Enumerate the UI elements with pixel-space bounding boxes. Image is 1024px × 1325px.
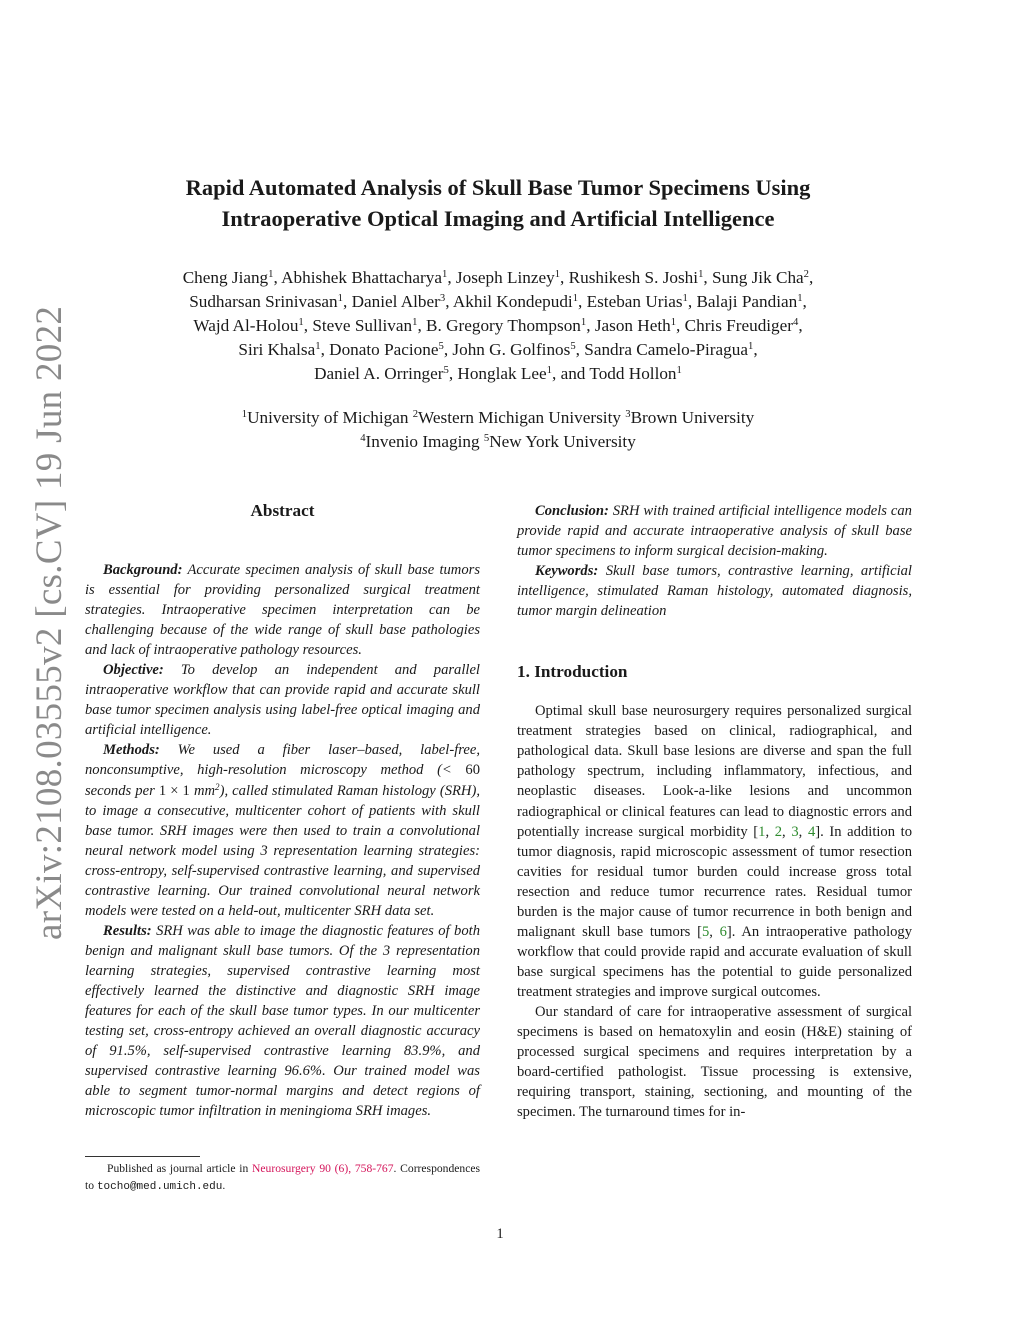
author-affiliation-mark: 1: [676, 365, 682, 377]
author-name: Steve Sullivan: [312, 316, 413, 335]
conclusion-text: SRH with trained artificial intelligence models can provide rapid and accurate intraoperative analysis of skull base tumor specimens to inform surgical decision-making.: [517, 503, 912, 560]
author-name: John G. Golfinos: [452, 340, 571, 359]
author-name: Rushikesh S. Joshi: [568, 268, 699, 287]
author-name: B. Gregory Thompson: [426, 316, 581, 335]
abstract-heading: Abstract: [250, 501, 315, 520]
abstract-background: [85, 560, 480, 660]
author-affiliation-mark: 1: [337, 293, 343, 305]
methods-text: ), called stimulated Raman histology (SRH), to image a consecutive, multicenter cohort of patients with skull base tumor. SRH images were then used to train a convolutional neural network model using 3 representation learning strategies: cross-entropy, self-supervised contrastive learning, and supervised contrastive learning. Our trained convolutional neural network models were tested on a held-out, multicenter SRH data set.: [85, 782, 480, 919]
affiliations: [100, 406, 896, 454]
footnote-rule: [85, 1156, 200, 1157]
author-name: Sandra Camelo-Piragua: [584, 340, 748, 359]
footnote-suffix: .: [222, 1179, 226, 1192]
intro-text: Optimal skull base neurosurgery requires personalized surgical treatment strategies based on clinical, radiographical, and pathological data. Skull base lesions are diverse and span the full pathology spectrum, including inflammatory, infectious, and neoplastic diseases. Look-a-like lesions and uncommon radiographical or clinical features can lead to diagnostic errors and potentially increase surgical morbidity [: [517, 703, 912, 840]
affiliation-mark: 5: [483, 433, 490, 445]
author-affiliation-mark: 1: [797, 293, 803, 305]
author-affiliation-mark: 2: [803, 269, 809, 281]
methods-dimension: 1 × 1: [158, 782, 190, 799]
author-name: Sudharsan Srinivasan: [189, 292, 338, 311]
abstract-results: [85, 921, 480, 1121]
author-affiliation-mark: 1: [268, 269, 274, 281]
affiliation-mark: 2: [412, 409, 419, 421]
affiliation-name: Invenio Imaging: [365, 432, 480, 451]
citation-link[interactable]: 5: [701, 923, 710, 940]
results-text: SRH was able to image the diagnostic features of both benign and malignant skull base tumors. Of the 3 representation learning strategies, supervised contrastive learning most effectively learned the distinctive and diagnostic SRH image features for each of the skull base tumor types. In our multicenter testing set, cross-entropy achieved an overall diagnostic accuracy of 91.5%, self-supervised contrastive learning 83.9%, and supervised contrastive learning 96.6%. Our trained model was able to segment tumor-normal margins and detect regions of microscopic tumor infiltration in meningioma SRH images.: [85, 922, 480, 1120]
author-list: [100, 266, 896, 386]
author-line: Daniel A. Orringer$^5$, Honglak Lee$^1$, and Todd Hollon$^1$: [314, 364, 682, 383]
author-line: Wajd Al-Holou$^1$, Steve Sullivan$^1$, B. Gregory Thompson$^1$, Jason Heth$^1$, Chris Freudiger$^4$,: [193, 316, 803, 335]
author-name: Donato Pacione: [329, 340, 439, 359]
author-name: Chris Freudiger: [684, 316, 794, 335]
title-line-2: Intraoperative Optical Imaging and Artificial Intelligence: [221, 206, 775, 231]
keywords-label: Keywords:: [535, 563, 599, 580]
author-affiliation-mark: 1: [572, 293, 579, 305]
author-name: Daniel A. Orringer: [314, 364, 444, 383]
author-conjunction: and: [560, 364, 586, 383]
methods-label: Methods:: [103, 742, 160, 759]
left-column: [85, 500, 480, 1121]
affiliation-line: [100, 406, 896, 430]
author-affiliation-mark: 1: [315, 341, 321, 353]
section-heading-introduction: 1. Introduction: [517, 662, 628, 682]
correspondence-email[interactable]: tocho@med.umich.edu: [96, 1181, 223, 1193]
intro-text: ]. In addition to tumor diagnosis, rapid microscopic assessment of tumor resection cavities for residual tumor burden could increase gross total resection and reduce tumor recurrence rates. Residual tumor burden is the major cause of tumor recurrence in both benign and malignant skull base tumors [: [517, 823, 913, 940]
arxiv-identifier: arXiv:2108.03555v2 [cs.CV] 19 Jun 2022: [29, 305, 70, 940]
author-line: Siri Khalsa$^1$, Donato Pacione$^5$, John G. Golfinos$^5$, Sandra Camelo-Piragua$^1$,: [238, 340, 758, 359]
intro-paragraph-2: Our standard of care for intraoperative assessment of surgical specimens is based on hematoxylin and eosin (H&E) staining of processed surgical specimens and requires interpretation by a board-certified pathologist. Tissue processing is extensive, requiring transport, staining, sectioning, and mounting of the specimen. The turnaround times for in-: [517, 1003, 912, 1121]
methods-number: 60: [465, 762, 481, 779]
author-affiliation-mark: 1: [670, 317, 677, 329]
author-line: Sudharsan Srinivasan$^1$, Daniel Alber$^3$, Akhil Kondepudi$^1$, Esteban Urias$^1$, Balaji Pandian$^1$,: [189, 292, 807, 311]
title-line-1: Rapid Automated Analysis of Skull Base Tumor Specimens Using: [185, 175, 811, 200]
footnote: [85, 1160, 480, 1196]
affiliation-mark: 4: [360, 433, 366, 445]
citation-link[interactable]: 6: [719, 923, 727, 940]
background-label: Background:: [103, 562, 183, 578]
author-name: Balaji Pandian: [696, 292, 798, 311]
author-name: Wajd Al-Holou: [193, 316, 299, 335]
methods-unit-exponent: 2: [215, 781, 220, 792]
author-affiliation-mark: 4: [793, 317, 799, 329]
author-affiliation-mark: 5: [443, 365, 449, 377]
author-name: Akhil Kondepudi: [452, 292, 573, 311]
methods-text: We used a fiber laser–based, label-free, nonconsumptive, high-resolution microscopy method (<: [85, 742, 480, 779]
author-affiliation-mark: 1: [747, 341, 754, 353]
author-affiliation-mark: 1: [580, 317, 587, 329]
author-name: Joseph Linzey: [455, 268, 555, 287]
citation-link[interactable]: 4: [807, 823, 816, 840]
paper-title: [100, 172, 896, 234]
author-affiliation-mark: 1: [698, 269, 704, 281]
author-name: Abhishek Bhattacharya: [281, 268, 442, 287]
results-label: Results:: [103, 922, 152, 939]
abstract-methods: [85, 740, 480, 920]
affiliation-mark: 1: [241, 409, 248, 421]
footnote-text: . Correspondences to: [85, 1162, 481, 1192]
citation-link[interactable]: 1: [758, 823, 766, 840]
author-name: Todd Hollon: [589, 364, 677, 383]
abstract-conclusion: [517, 501, 912, 561]
author-name: Honglak Lee: [457, 364, 547, 383]
objective-label: Objective:: [103, 662, 164, 679]
author-affiliation-mark: 1: [441, 269, 448, 281]
author-affiliation-mark: 1: [682, 293, 688, 305]
author-affiliation-mark: 1: [546, 365, 552, 377]
intro-text: ]. An intraoperative pathology workflow that could provide rapid and accurate evaluation of skull base surgical specimens has the potential to guide personalized treatment strategies and improve surgical outcomes.: [517, 923, 913, 1000]
author-name: Daniel Alber: [351, 292, 440, 311]
affiliation-line: [100, 430, 896, 454]
conclusion-label: Conclusion:: [535, 503, 609, 519]
right-column: [517, 501, 912, 1122]
author-name: Sung Jik Cha: [711, 268, 804, 287]
author-name: Jason Heth: [594, 316, 671, 335]
affiliation-name: Western Michigan University: [418, 408, 621, 427]
affiliation-name: New York University: [489, 432, 636, 451]
methods-text: seconds per: [85, 782, 155, 799]
journal-link[interactable]: Neurosurgery 90 (6), 758-767: [252, 1162, 394, 1175]
methods-unit: mm: [193, 782, 216, 799]
author-affiliation-mark: 1: [554, 269, 561, 281]
affiliation-name: University of Michigan: [247, 408, 409, 427]
page-number: 1: [496, 1226, 504, 1242]
author-affiliation-mark: 3: [439, 293, 446, 305]
intro-paragraph-1: Optimal skull base neurosurgery requires personalized surgical treatment strategies based on clinical, radiographical, and pathological data. Skull base lesions are diverse and span the full pathology spectrum, including inflammatory, infectious, and neoplastic diseases. Look-a-like lesions and uncommon radiographical or clinical features can lead to diagnostic errors and potentially increase surgical morbidity [1, 2, 3, 4]. In addition to tumor diagnosis, rapid microscopic assessment of tumor resection cavities for residual tumor burden could increase gross total resection and reduce tumor recurrence rates. Residual tumor burden is the major cause of tumor recurrence in both benign and malignant skull base tumors [5, 6]. An intraoperative pathology workflow that could provide rapid and accurate evaluation of skull base surgical specimens has the potential to guide personalized treatment strategies and improve surgical outcomes.: [517, 703, 913, 1000]
affiliation-mark: 3: [625, 409, 631, 421]
footnote-prefix: Published as journal article in: [107, 1162, 249, 1175]
author-name: Esteban Urias: [586, 292, 683, 311]
author-name: Siri Khalsa: [238, 340, 316, 359]
citation-link[interactable]: 2: [774, 823, 783, 840]
author-name: Cheng Jiang: [182, 268, 269, 287]
author-affiliation-mark: 5: [438, 341, 444, 353]
abstract-keywords: [517, 561, 912, 621]
affiliation-name: Brown University: [630, 408, 755, 427]
objective-text: To develop an independent and parallel intraoperative workflow that can provide rapid and accurate skull base tumor specimen analysis using label-free optical imaging and artificial intelligence.: [85, 662, 480, 739]
background-text: Accurate specimen analysis of skull base tumors is essential for providing personalized surgical treatment strategies. Intraoperative specimen interpretation can be challenging because of the wide range of skull base pathologies and lack of intraoperative pathology resources.: [85, 562, 480, 659]
author-line: Cheng Jiang$^1$, Abhishek Bhattacharya$^1$, Joseph Linzey$^1$, Rushikesh S. Joshi$^1$, Sung Jik Cha$^2$,: [182, 268, 814, 287]
author-affiliation-mark: 1: [412, 317, 418, 329]
author-affiliation-mark: 5: [570, 341, 576, 353]
abstract-objective: [85, 660, 480, 740]
keywords-text: Skull base tumors, contrastive learning, artificial intelligence, stimulated Raman histology, automated diagnosis, tumor margin delineation: [517, 563, 912, 620]
author-affiliation-mark: 1: [298, 317, 304, 329]
citation-link[interactable]: 3: [791, 823, 799, 840]
